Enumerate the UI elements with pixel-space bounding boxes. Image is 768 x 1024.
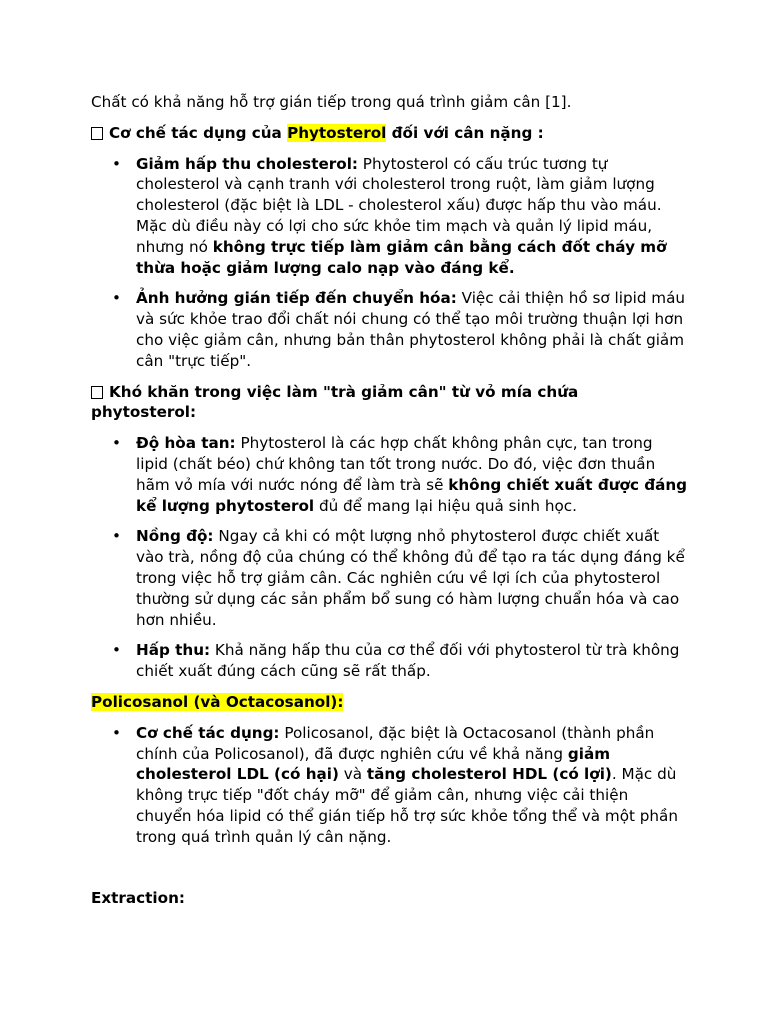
item-label: Cơ chế tác dụng: [136,723,280,742]
highlight-phytosterol: Phytosterol [287,123,387,142]
item-bold: không trực tiếp làm giảm cân bằng cách đốt cháy mỡ thừa hoặc giảm lượng calo nạp vào đáng kể. [136,237,667,277]
section1-heading-pre: Cơ chế tác dụng của [109,123,288,142]
section3-heading [91,692,688,713]
list-item [91,288,688,371]
list-item [91,723,688,848]
intro-paragraph: Chất có khả năng hỗ trợ gián tiếp trong quá trình giảm cân [1]. [91,93,572,111]
checkbox-icon [91,127,103,140]
item-text: Phytosterol có cấu trúc tương tự cholesterol và cạnh tranh với cholesterol trong ruột, làm giảm lượng cholesterol (đặc biệt là LDL - cholesterol xấu) được hấp thu vào máu. Mặc dù điều này có lợi cho sức khỏe tim mạch và quản lý lipid máu, nhưng nó [136,154,662,256]
item-text: Policosanol, đặc biệt là Octacosanol (thành phần chính của Policosanol), đã được nghiên cứu về khả năng [136,723,655,763]
spacer [91,858,688,888]
section1-heading [91,123,688,144]
list-item [91,433,688,516]
item-bold: không chiết xuất được đáng kể lượng phytosterol [136,475,688,515]
list-item [91,640,688,682]
item-label: Giảm hấp thu cholesterol: [136,154,358,173]
section1-heading-post: đối với cân nặng : [386,123,544,142]
section2-list [91,433,688,682]
item-bold: giảm cholesterol LDL (có hại) [136,744,611,784]
item-label: Độ hòa tan: [136,434,236,453]
item-text: Khả năng hấp thu của cơ thể đối với phytosterol từ trà không chiết xuất đúng cách cũng sẽ rất thấp. [136,641,680,681]
item-label: Ảnh hưởng gián tiếp đến chuyển hóa: [136,289,457,308]
item-text: Phytosterol là các hợp chất không phân cực, tan trong lipid (chất béo) chứ không tan tốt trong nước. Do đó, việc đơn thuần hãm vỏ mía với nước nóng để làm trà sẽ [136,434,656,494]
list-item [91,526,688,630]
item-label: Nồng độ: [136,527,214,546]
item-text: Ngay cả khi có một lượng nhỏ phytosterol được chiết xuất vào trà, nồng độ của chúng có thể không đủ để tạo ra tác dụng đáng kể trong việc hỗ trợ giảm cân. Các nghiên cứu về lợi ích của phytosterol thường sử dụng các sản phẩm bổ sung có hàm lượng chuẩn hóa và cao hơn nhiều. [136,527,685,629]
highlight-policosanol: Policosanol (và Octacosanol): [91,692,344,711]
item-text: . Mặc dù không trực tiếp "đốt cháy mỡ" để giảm cân, nhưng việc cải thiện chuyển hóa lipid có thể gián tiếp hỗ trợ sức khỏe tổng thể và một phần trong quá trình quản lý cân nặng. [136,765,678,846]
list-item [91,154,688,279]
item-text: và [338,765,367,784]
extraction-heading: Extraction: [91,888,185,907]
item-label: Hấp thu: [136,641,211,660]
section3-list [91,723,688,848]
section2-heading [91,382,688,424]
section1-list [91,154,688,372]
section2-heading-text: Khó khăn trong việc làm "trà giảm cân" từ vỏ mía chứa phytosterol: [91,382,579,422]
item-text: Việc cải thiện hồ sơ lipid máu và sức khỏe trao đổi chất nói chung có thể tạo môi trường thuận lợi hơn cho việc giảm cân, nhưng bản thân phytosterol không phải là chất giảm cân "trực tiếp". [136,289,686,370]
item-bold: tăng cholesterol HDL (có lợi) [366,765,612,784]
checkbox-icon [91,386,103,399]
item-text: đủ để mang lại hiệu quả sinh học. [314,496,577,515]
